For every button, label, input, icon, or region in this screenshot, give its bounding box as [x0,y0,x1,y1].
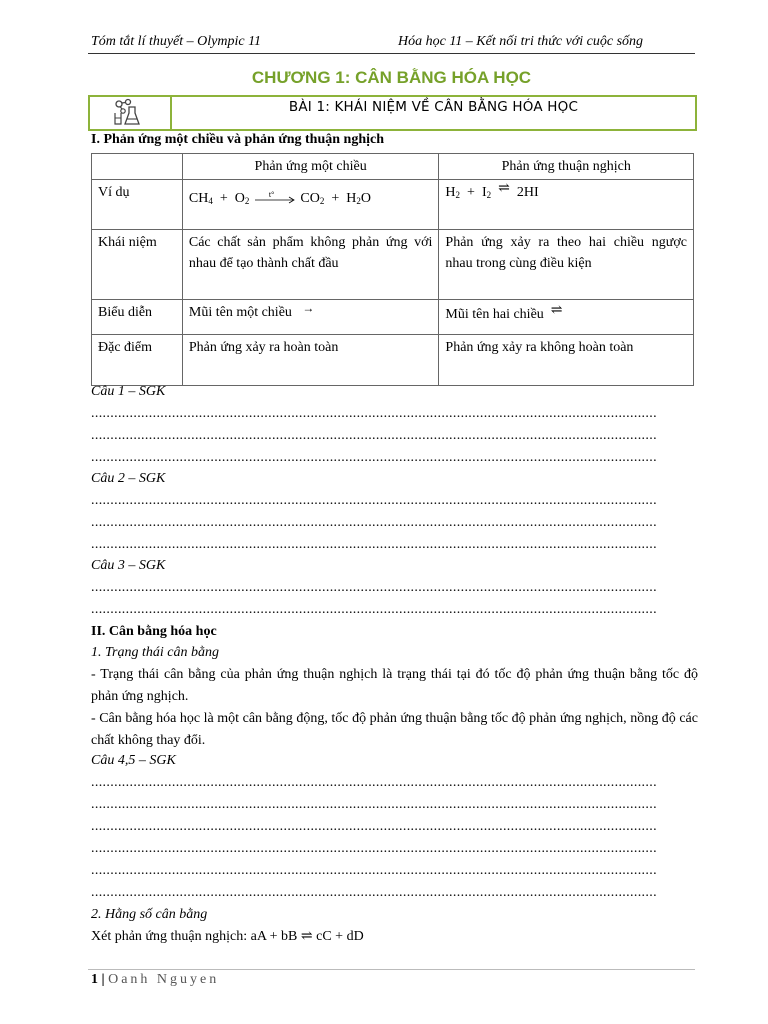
formula-o2-sub: 2 [244,196,250,206]
paragraph-dynamic-equilibrium: - Cân bằng hóa học là một cân bằng động, tốc độ phản ứng thuận bằng tốc độ phản ứng nghịch, nồng độ các chất không thay đổi. [91,711,698,748]
formula-ch4: CH [188,191,209,206]
equilibrium-arrow-icon: ⇌ [498,181,510,196]
table-header-row [92,154,694,180]
chemistry-lab-icon [112,98,142,128]
col-header-one-way: Phản ứng một chiều [182,154,439,180]
section1-title: I. Phản ứng một chiều và phản ứng thuận nghịch [91,132,385,147]
table-row-concept [92,230,694,300]
formula-o2: O [234,191,245,206]
formula-ch4-sub: 4 [208,196,213,206]
answer-line[interactable]: ................................................................................................................................................... [91,451,657,465]
row-label-feature: Đặc điểm [92,335,183,386]
table-row-notation [92,300,694,335]
footer-separator: | [98,972,109,987]
feature-reversible: Phản ứng xảy ra không hoàn toàn [439,335,694,386]
question-3-label: Câu 3 – SGK [91,558,166,573]
formula-i2: I [481,185,487,200]
arrow-icon [253,192,297,206]
formula-2hi: 2HI [516,185,539,200]
formula-i2-sub: 2 [486,190,492,200]
example-reversible [439,180,694,230]
answer-line[interactable]: ................................................................................................................................................... [91,603,657,617]
answer-line[interactable]: ................................................................................................................................................... [91,538,657,552]
notation-reversible [439,300,694,335]
row-label-notation: Biểu diễn [92,300,183,335]
answer-line[interactable]: ................................................................................................................................................... [91,776,657,790]
formula-h2: H [445,185,456,200]
reaction-arrow-one-way [253,189,297,206]
lesson-title: BÀI 1: KHÁI NIỆM VỀ CÂN BẰNG HÓA HỌC [288,99,579,115]
answer-line[interactable]: ................................................................................................................................................... [91,842,657,856]
comparison-table [91,153,694,386]
answer-line[interactable]: ................................................................................................................................................... [91,429,657,443]
row-label-concept: Khái niệm [92,230,183,300]
answer-line[interactable]: ................................................................................................................................................... [91,407,657,421]
footer-divider [88,969,695,970]
row-label-example: Ví dụ [92,180,183,230]
answer-line[interactable]: ................................................................................................................................................... [91,494,657,508]
header-left: Tóm tắt lí thuyết – Olympic 11 [91,34,262,49]
lesson-box [88,95,697,131]
lesson-icon-cell [90,97,172,129]
section2-title: II. Cân bằng hóa học [91,624,217,639]
answer-line[interactable]: ................................................................................................................................................... [91,820,657,834]
right-arrow-icon: → [302,301,315,315]
equilibrium-arrow-icon: ⇌ [550,303,563,318]
formula-co2-sub: 2 [319,196,325,206]
header-right: Hóa học 11 – Kết nối tri thức với cuộc sống [398,34,644,49]
question-45-label: Câu 4,5 – SGK [91,753,176,768]
feature-one-way: Phản ứng xảy ra hoàn toàn [182,335,439,386]
formula-co2: CO [300,191,320,206]
footer [91,972,219,988]
concept-reversible: Phản ứng xảy ra theo hai chiều ngược nhau trong cùng điều kiện [439,230,694,300]
answer-line[interactable]: ................................................................................................................................................... [91,516,657,530]
plus-sign: + [331,191,340,206]
formula-h2o-o: O [360,191,371,206]
notation-reversible-text: Mũi tên hai chiều [445,307,544,322]
table-row-feature [92,335,694,386]
answer-line[interactable]: ................................................................................................................................................... [91,798,657,812]
author-name: Oanh Nguyen [108,972,220,987]
plus-sign: + [219,191,228,206]
notation-one-way-text: Mũi tên một chiều [188,305,292,320]
arrow-condition: t° [268,189,275,199]
concept-one-way: Các chất sản phẩm không phản ứng với nhau để tạo thành chất đầu [182,230,439,300]
example-one-way [182,180,439,230]
plus-sign: + [467,185,475,200]
formula-h2-sub: 2 [455,190,461,200]
question-2-label: Câu 2 – SGK [91,471,166,486]
notation-one-way [182,300,439,335]
table-corner-cell [92,154,183,180]
chapter-title: CHƯƠNG 1: CÂN BẰNG HÓA HỌC [251,68,532,87]
subsection-equilibrium-constant: 2. Hằng số cân bằng [91,907,208,922]
paragraph-equilibrium-definition: - Trạng thái cân bằng của phản ứng thuận nghịch là trạng thái tại đó tốc độ phản ứng thuận bằng tốc độ phản ứng nghịch. [91,667,698,704]
answer-line[interactable]: ................................................................................................................................................... [91,864,657,878]
table-row-example [92,180,694,230]
subsection-equilibrium-state: 1. Trạng thái cân bằng [91,645,219,660]
col-header-reversible: Phản ứng thuận nghịch [439,154,694,180]
answer-line[interactable]: ................................................................................................................................................... [91,581,657,595]
page-number: 1 [91,972,98,987]
question-1-label: Câu 1 – SGK [91,384,166,399]
answer-line[interactable]: ................................................................................................................................................... [91,886,657,900]
formula-h2o-sub: 2 [356,196,361,206]
formula-h2o: H [346,191,357,206]
reversible-reaction-general: Xét phản ứng thuận nghịch: aA + bB ⇌ cC + dD [91,929,364,944]
header-divider [88,53,695,54]
